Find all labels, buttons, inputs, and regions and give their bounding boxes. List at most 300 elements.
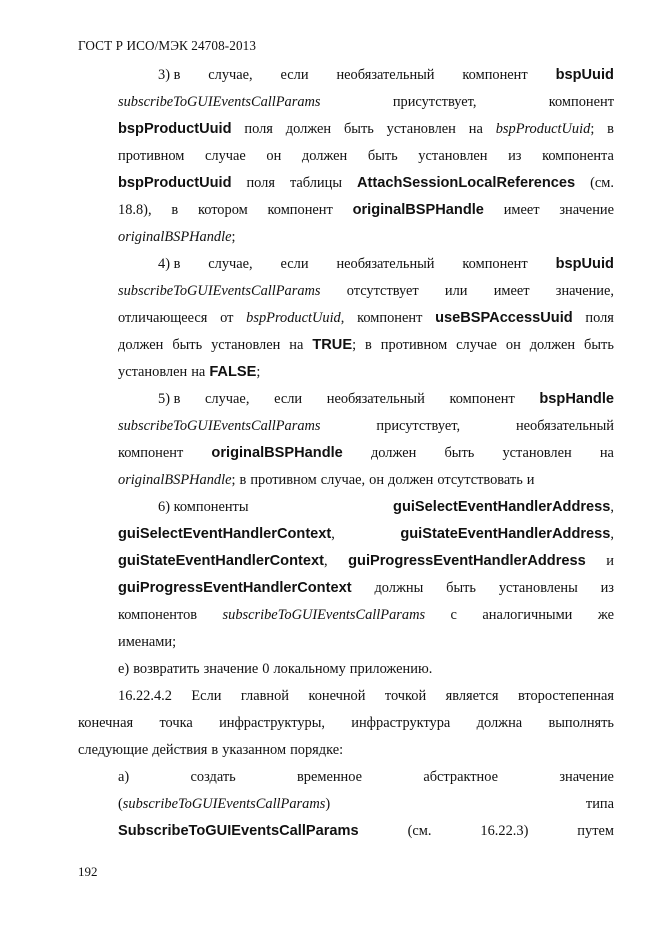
word-group xyxy=(376,416,460,436)
word-group xyxy=(350,659,433,679)
text-word: компонент xyxy=(548,94,614,110)
word-group xyxy=(499,578,578,598)
word-group xyxy=(244,119,273,139)
text-word: быть xyxy=(172,337,203,353)
text-word: должен xyxy=(388,472,434,488)
text-line xyxy=(118,146,614,166)
text-word: абстрактное xyxy=(423,769,499,785)
text-word: конечная xyxy=(78,715,134,731)
text-word: случае, xyxy=(320,472,366,488)
text-word: из xyxy=(600,580,614,596)
punctuation: , xyxy=(340,310,345,326)
word-group xyxy=(539,389,614,409)
word-group xyxy=(274,389,302,409)
italic-term: subscribeToGUIEventsCallParams xyxy=(222,607,426,623)
word-group xyxy=(556,65,614,85)
text-word: имеет xyxy=(493,283,530,299)
word-group xyxy=(191,362,205,382)
word-group xyxy=(152,740,207,760)
word-group xyxy=(118,362,187,382)
text-word: главной xyxy=(240,688,290,704)
text-word: инфраструктуры, xyxy=(219,715,325,731)
identifier-term: originalBSPHandle xyxy=(352,202,484,218)
word-group xyxy=(191,686,221,706)
word-group xyxy=(598,605,614,625)
word-group xyxy=(198,200,248,220)
word-group xyxy=(118,551,328,571)
text-word: необязательный xyxy=(326,391,425,407)
word-group xyxy=(118,767,129,787)
word-group xyxy=(371,443,416,463)
word-group xyxy=(462,65,527,85)
word-group xyxy=(368,146,398,166)
word-group xyxy=(133,659,199,679)
text-word: указанном xyxy=(222,742,287,758)
text-word: поля xyxy=(246,175,275,191)
text-word: компонент xyxy=(267,202,333,218)
word-group xyxy=(208,254,252,274)
word-group xyxy=(449,389,514,409)
text-word: и xyxy=(606,553,614,569)
text-word: быть xyxy=(343,121,374,137)
word-group xyxy=(78,740,148,760)
word-group xyxy=(312,335,356,355)
word-group xyxy=(348,551,586,571)
identifier-term: guiStateEventHandlerAddress xyxy=(400,526,611,542)
word-group xyxy=(482,605,572,625)
text-word: 18.8), xyxy=(118,202,152,218)
identifier-term: originalBSPHandle xyxy=(211,445,343,461)
text-line xyxy=(118,416,614,436)
text-word: таблицы xyxy=(289,175,343,191)
word-group xyxy=(246,173,275,193)
text-line xyxy=(118,821,614,841)
text-word: установлены xyxy=(498,580,578,596)
text-word: локальному xyxy=(273,661,346,677)
word-group xyxy=(542,146,614,166)
word-group xyxy=(222,740,286,760)
text-line xyxy=(118,173,614,193)
word-group xyxy=(556,281,614,301)
text-word: должен xyxy=(370,445,417,461)
word-group xyxy=(508,146,521,166)
text-word: быть xyxy=(584,337,614,353)
word-group xyxy=(548,713,614,733)
text-line xyxy=(118,605,614,625)
word-group xyxy=(302,146,347,166)
word-group xyxy=(118,308,207,328)
word-group xyxy=(266,146,281,166)
word-group xyxy=(451,605,457,625)
italic-term: subscribeToGUIEventsCallParams xyxy=(118,94,321,110)
punctuation: ; xyxy=(256,364,261,380)
italic-term: bspProductUuid xyxy=(495,121,591,137)
word-group xyxy=(590,173,614,193)
word-group xyxy=(190,767,235,787)
word-group xyxy=(286,119,331,139)
punctuation: , xyxy=(331,526,335,542)
text-word: а) xyxy=(118,769,130,785)
text-word: случае, xyxy=(205,391,250,407)
word-group xyxy=(118,281,321,301)
text-line xyxy=(118,227,614,247)
word-group xyxy=(78,713,133,733)
text-word: является xyxy=(445,688,499,704)
text-word: конечной xyxy=(308,688,366,704)
text-word: выполнять xyxy=(548,715,614,731)
word-group xyxy=(118,416,321,436)
word-group xyxy=(585,308,614,328)
text-word: присутствует, xyxy=(392,94,477,110)
text-word: должен xyxy=(118,337,164,353)
text-word: должен xyxy=(529,337,576,353)
text-word: компонент xyxy=(462,67,528,83)
word-group xyxy=(268,200,333,220)
word-group xyxy=(118,92,321,112)
text-word: случае, xyxy=(208,67,253,83)
italic-term: originalBSPHandle xyxy=(118,472,232,488)
word-group xyxy=(494,281,530,301)
word-group xyxy=(559,200,614,220)
text-word: противном xyxy=(250,472,317,488)
word-group xyxy=(205,389,249,409)
word-group xyxy=(246,308,344,328)
text-word: возвратить xyxy=(133,661,200,677)
word-group xyxy=(321,470,365,490)
text-word: должны xyxy=(374,580,424,596)
text-word: 5) в xyxy=(158,391,181,407)
word-group xyxy=(607,119,614,139)
punctuation: , xyxy=(610,499,614,515)
identifier-term: useBSPAccessUuid xyxy=(435,310,573,326)
word-group xyxy=(456,335,497,355)
punctuation: , xyxy=(610,526,614,542)
word-group xyxy=(606,551,614,571)
text-word: если xyxy=(274,391,303,407)
text-word: на xyxy=(289,337,304,353)
identifier-term: SubscribeToGUIEventsCallParams xyxy=(118,823,359,839)
punctuation: ; xyxy=(231,229,236,245)
word-group xyxy=(518,686,614,706)
word-group xyxy=(171,200,178,220)
word-group xyxy=(584,335,614,355)
text-line xyxy=(158,65,614,85)
identifier-term: guiStateEventHandlerContext xyxy=(118,553,324,569)
word-group xyxy=(418,146,487,166)
text-line xyxy=(118,632,614,652)
identifier-term: AttachSessionLocalReferences xyxy=(356,175,576,191)
text-word: случае xyxy=(456,337,497,353)
punctuation: ; xyxy=(352,337,357,353)
text-word: (subscribeToGUIEventsCallParams) xyxy=(118,796,331,812)
text-word: он xyxy=(369,472,385,488)
text-word: компонент xyxy=(449,391,515,407)
word-group xyxy=(208,65,252,85)
word-group xyxy=(262,659,269,679)
word-group xyxy=(211,740,218,760)
word-group xyxy=(158,254,180,274)
word-group xyxy=(158,497,249,517)
word-group xyxy=(118,173,232,193)
word-group xyxy=(290,740,343,760)
text-line xyxy=(118,686,614,706)
text-word: 3) в xyxy=(158,67,181,83)
text-word: с xyxy=(450,607,457,623)
punctuation: , xyxy=(323,553,328,569)
word-group xyxy=(347,281,419,301)
word-group xyxy=(118,470,236,490)
text-word: противном xyxy=(118,148,185,164)
word-group xyxy=(462,254,527,274)
word-group xyxy=(527,470,535,490)
word-group xyxy=(327,389,425,409)
text-line xyxy=(118,308,614,328)
text-word: значение xyxy=(203,661,259,677)
text-word: точкой xyxy=(384,688,427,704)
text-word: если xyxy=(280,67,309,83)
text-word: 16.22.4.2 xyxy=(118,688,172,704)
text-line xyxy=(158,389,614,409)
word-group xyxy=(281,254,309,274)
text-word: типа xyxy=(585,796,614,812)
word-group xyxy=(211,443,342,463)
word-group xyxy=(118,659,129,679)
text-line xyxy=(158,254,614,274)
word-group xyxy=(374,578,423,598)
word-group xyxy=(480,821,528,841)
punctuation: ; xyxy=(231,472,236,488)
text-word: компонент xyxy=(118,445,184,461)
text-word: компонент xyxy=(462,256,528,272)
word-group xyxy=(118,686,172,706)
word-group xyxy=(344,119,374,139)
text-word: поля xyxy=(585,310,614,326)
word-group xyxy=(290,173,342,193)
text-line xyxy=(78,740,614,760)
text-word: установлен xyxy=(211,337,281,353)
word-group xyxy=(477,713,523,733)
text-line xyxy=(118,470,614,490)
identifier-term: TRUE xyxy=(312,337,353,353)
word-group xyxy=(250,470,316,490)
text-word: точка xyxy=(159,715,193,731)
text-word: 0 xyxy=(262,661,270,677)
word-group xyxy=(205,146,246,166)
word-group xyxy=(435,308,573,328)
text-word: в xyxy=(607,121,614,137)
text-word: установлен xyxy=(418,148,488,164)
text-word: в xyxy=(239,472,247,488)
text-word: Если xyxy=(191,688,222,704)
word-group xyxy=(118,578,352,598)
text-line xyxy=(118,92,614,112)
word-group xyxy=(172,335,202,355)
word-group xyxy=(437,470,522,490)
text-word: случае, xyxy=(208,256,253,272)
text-word: он xyxy=(266,148,282,164)
word-group xyxy=(446,578,476,598)
text-word: отсутствовать xyxy=(437,472,523,488)
text-line xyxy=(118,443,614,463)
word-group xyxy=(297,767,362,787)
italic-term: subscribeToGUIEventsCallParams xyxy=(118,418,321,434)
text-word: должен xyxy=(301,148,348,164)
text-word: должен xyxy=(285,121,332,137)
word-group xyxy=(353,200,484,220)
identifier-term: bspProductUuid xyxy=(118,121,232,137)
word-group xyxy=(273,659,345,679)
word-group xyxy=(220,308,233,328)
word-group xyxy=(118,821,359,841)
word-group xyxy=(289,335,303,355)
word-group xyxy=(556,254,614,274)
text-word: отличающееся xyxy=(118,310,208,326)
text-word: если xyxy=(280,256,309,272)
text-line xyxy=(118,119,614,139)
text-word: быть xyxy=(446,580,476,596)
text-line xyxy=(118,551,614,571)
text-word: на xyxy=(191,364,206,380)
text-line xyxy=(118,524,614,544)
word-group xyxy=(281,65,309,85)
word-group xyxy=(600,443,614,463)
text-word: установлен xyxy=(118,364,188,380)
word-group xyxy=(388,470,433,490)
text-word: на xyxy=(599,445,614,461)
text-word: значение, xyxy=(555,283,614,299)
word-group xyxy=(506,335,521,355)
text-line xyxy=(118,200,614,220)
text-word: порядке: xyxy=(290,742,344,758)
word-group xyxy=(118,524,335,544)
text-word: быть xyxy=(444,445,475,461)
word-group xyxy=(496,119,595,139)
word-group xyxy=(502,443,571,463)
word-group xyxy=(381,335,447,355)
identifier-term: bspHandle xyxy=(539,391,614,407)
word-group xyxy=(408,821,432,841)
word-group xyxy=(423,767,498,787)
text-word: в xyxy=(211,742,219,758)
italic-term: originalBSPHandle xyxy=(118,229,232,245)
italic-term: subscribeToGUIEventsCallParams xyxy=(118,283,321,299)
text-word: (см. xyxy=(407,823,432,839)
word-group xyxy=(223,605,426,625)
text-word: необязательный xyxy=(515,418,614,434)
text-word: он xyxy=(505,337,521,353)
text-line xyxy=(118,794,614,814)
text-word: имеет xyxy=(503,202,540,218)
text-line xyxy=(78,713,614,733)
text-word: компонент xyxy=(357,310,423,326)
text-line xyxy=(118,281,614,301)
word-group xyxy=(530,335,575,355)
text-line xyxy=(118,335,614,355)
text-word: присутствует, xyxy=(376,418,461,434)
word-group xyxy=(351,713,450,733)
text-word: путем xyxy=(577,823,614,839)
word-group xyxy=(158,65,180,85)
identifier-term: FALSE xyxy=(209,364,257,380)
word-group xyxy=(400,524,614,544)
text-word: приложению. xyxy=(349,661,433,677)
text-word: установлен xyxy=(386,121,456,137)
punctuation: ; xyxy=(590,121,595,137)
identifier-term: guiProgressEventHandlerAddress xyxy=(348,553,586,569)
word-group xyxy=(504,200,540,220)
text-word: 6) компоненты xyxy=(158,499,249,515)
text-word: от xyxy=(220,310,234,326)
word-group xyxy=(446,686,499,706)
word-group xyxy=(387,119,456,139)
word-group xyxy=(469,119,483,139)
italic-term: subscribeToGUIEventsCallParams xyxy=(122,796,326,812)
text-word: значение xyxy=(559,202,614,218)
word-group xyxy=(393,92,477,112)
word-group xyxy=(118,119,232,139)
text-line xyxy=(118,659,614,679)
page-number: 192 xyxy=(78,864,98,879)
text-word: (см. xyxy=(590,175,614,191)
text-word: инфраструктура xyxy=(351,715,451,731)
word-group xyxy=(118,605,197,625)
word-group xyxy=(118,227,236,247)
word-group xyxy=(516,416,614,436)
identifier-term: guiSelectEventHandlerAddress xyxy=(393,499,611,515)
text-word: 16.22.3) xyxy=(480,823,529,839)
document-header: ГОСТ Р ИСО/МЭК 24708-2013 xyxy=(78,38,257,53)
text-word: установлен xyxy=(502,445,572,461)
text-word: поля xyxy=(244,121,273,137)
word-group xyxy=(240,470,247,490)
text-word: действия xyxy=(152,742,208,758)
identifier-term: bspUuid xyxy=(555,67,614,83)
text-word: из xyxy=(508,148,522,164)
word-group xyxy=(444,443,474,463)
word-group xyxy=(209,362,260,382)
text-word: компонента xyxy=(542,148,614,164)
text-word: должна xyxy=(476,715,523,731)
word-group xyxy=(336,65,434,85)
text-word: в xyxy=(365,337,372,353)
text-word: именами; xyxy=(118,634,177,650)
text-line xyxy=(118,362,614,382)
text-word: быть xyxy=(367,148,398,164)
word-group xyxy=(118,335,163,355)
text-line xyxy=(158,497,614,517)
word-group xyxy=(204,659,259,679)
text-line xyxy=(118,578,614,598)
text-word: значение xyxy=(559,769,614,785)
text-word: аналогичными xyxy=(482,607,573,623)
word-group xyxy=(559,767,614,787)
word-group xyxy=(445,281,468,301)
text-word: же xyxy=(597,607,614,623)
text-word: котором xyxy=(197,202,248,218)
word-group xyxy=(549,92,614,112)
text-word: следующие xyxy=(78,742,149,758)
identifier-term: bspProductUuid xyxy=(118,175,232,191)
text-word: противном xyxy=(380,337,448,353)
word-group xyxy=(118,443,183,463)
text-word: временное xyxy=(296,769,363,785)
word-group xyxy=(118,146,184,166)
word-group xyxy=(357,308,422,328)
word-group xyxy=(241,686,289,706)
text-word: или xyxy=(444,283,468,299)
identifier-term: guiProgressEventHandlerContext xyxy=(118,580,352,596)
text-word: случае xyxy=(205,148,246,164)
